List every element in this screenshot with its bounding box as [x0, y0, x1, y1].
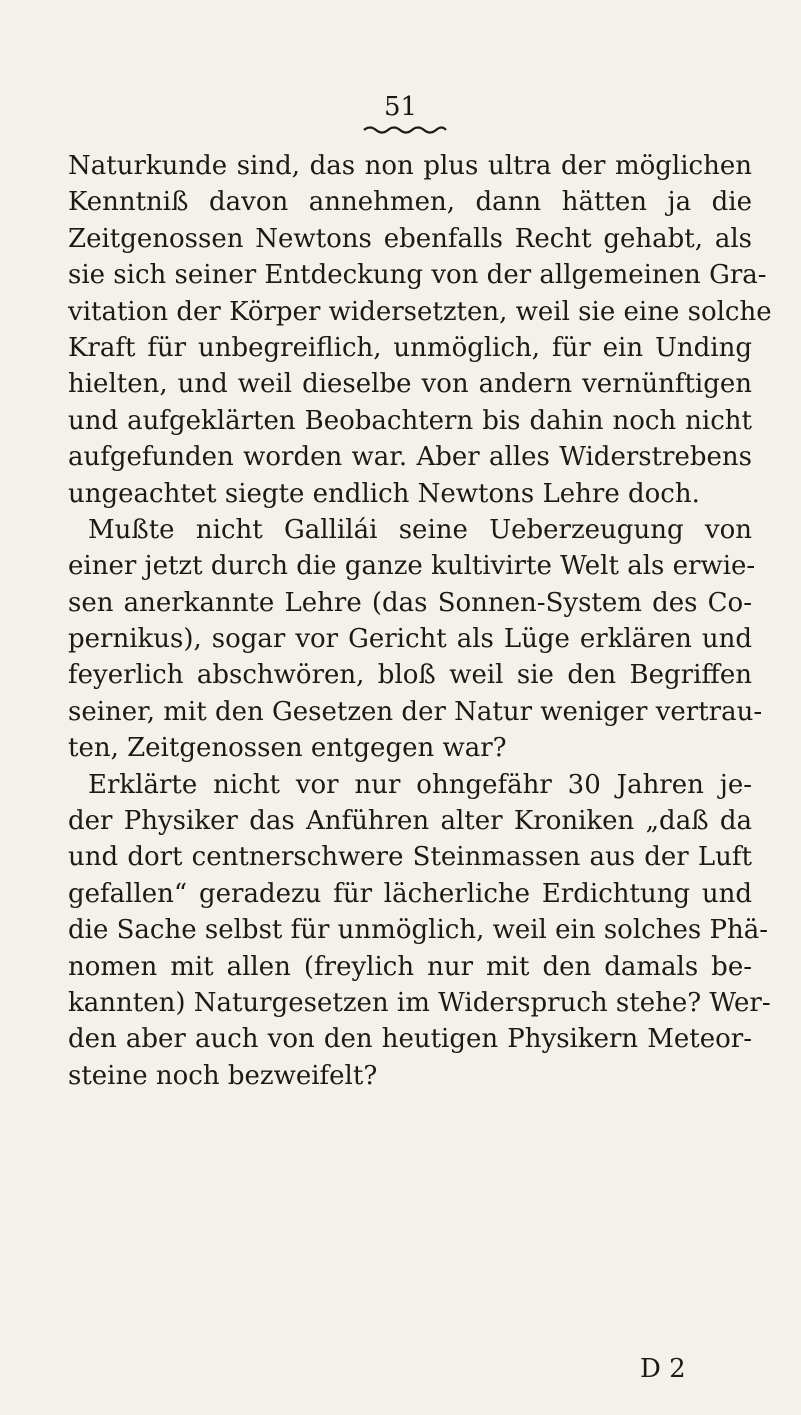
text-line: sie sich seiner Entdeckung von der allgemeinen Gra- — [68, 260, 767, 291]
text-line: aufgefunden worden war. Aber alles Widerstrebens — [68, 442, 752, 473]
text-line: nomen mit allen (freylich nur mit den damals be- — [68, 951, 752, 982]
text-line: vitation der Körper widersetzten, weil sie eine solche — [68, 296, 772, 327]
text-line: Zeitgenossen Newtons ebenfalls Recht gehabt, als — [68, 223, 752, 254]
text-line: seiner, mit den Gesetzen der Natur weniger vertrau- — [68, 696, 763, 727]
text-line: einer jetzt durch die ganze kultivirte Welt als erwie- — [68, 551, 756, 582]
text-line: die Sache selbst für unmöglich, weil ein solches Phä- — [68, 915, 768, 946]
text-line: Kraft für unbegreiflich, unmöglich, für ein Unding — [68, 332, 752, 363]
text-line: ten, Zeitgenossen entgegen war? — [68, 733, 507, 764]
body-text — [68, 148, 772, 1094]
text-line: kannten) Naturgesetzen im Widerspruch stehe? Wer- — [68, 987, 771, 1018]
ornament-rule — [362, 124, 448, 134]
text-line: der Physiker das Anführen alter Kroniken „daß da — [68, 806, 752, 837]
text-line: und aufgeklärten Beobachtern bis dahin noch nicht — [68, 405, 752, 436]
text-line: Mußte nicht Gallilái seine Ueberzeugung von — [88, 514, 752, 545]
text-line: ungeachtet siegte endlich Newtons Lehre doch. — [68, 478, 700, 509]
text-line: steine noch bezweifelt? — [68, 1060, 378, 1091]
text-line: hielten, und weil dieselbe von andern vernünftigen — [68, 369, 752, 400]
page-number: 51 — [383, 92, 418, 122]
text-line: feyerlich abschwören, bloß weil sie den Begriffen — [68, 660, 752, 691]
text-line: pernikus), sogar vor Gericht als Lüge erklären und — [68, 624, 752, 655]
text-line: Erklärte nicht vor nur ohngefähr 30 Jahren je- — [88, 769, 752, 800]
text-line: gefallen“ geradezu für lächerliche Erdichtung und — [68, 878, 752, 909]
text-line: Naturkunde sind, das non plus ultra der möglichen — [68, 151, 752, 181]
signature-mark: D 2 — [640, 1354, 686, 1384]
text-line: sen anerkannte Lehre (das Sonnen-System des Co- — [68, 587, 752, 618]
text-line: den aber auch von den heutigen Physikern Meteor- — [68, 1024, 752, 1055]
text-line: Kenntniß davon annehmen, dann hätten ja die — [68, 187, 752, 218]
text-line: und dort centnerschwere Steinmassen aus der Luft — [68, 842, 752, 873]
